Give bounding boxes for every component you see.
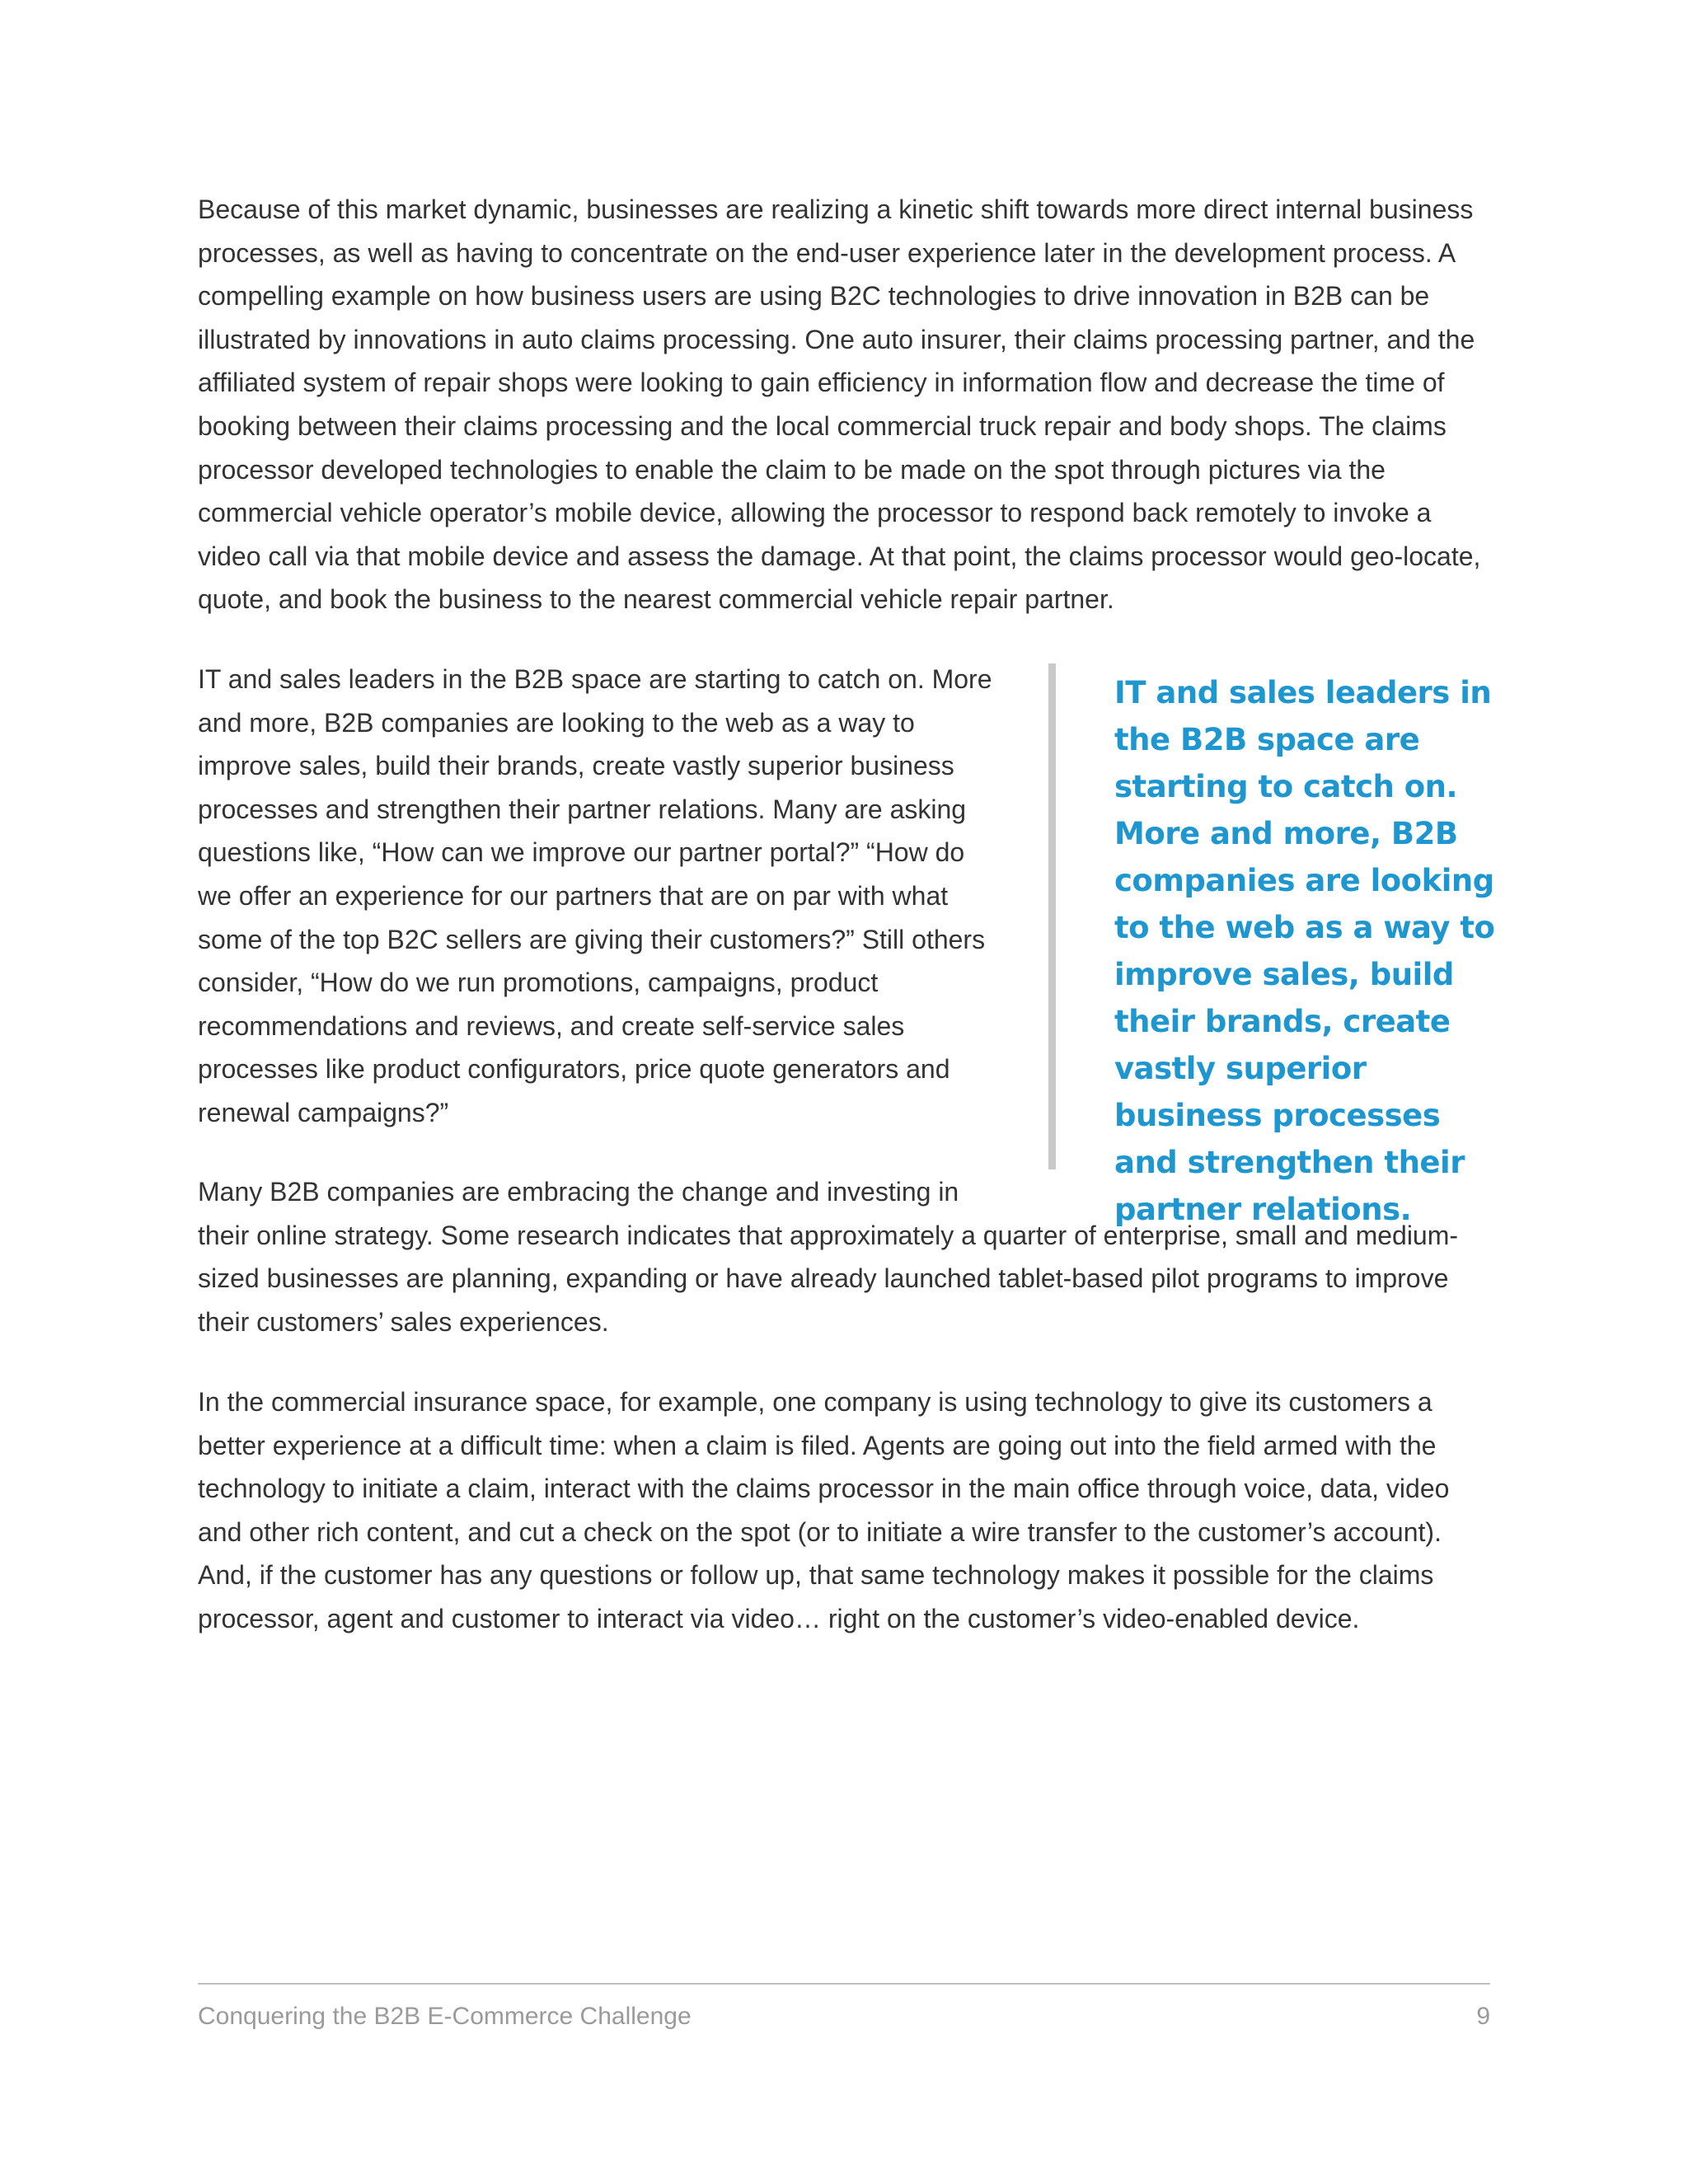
- body-paragraph-market-dynamic: Because of this market dynamic, businesses are realizing a kinetic shift towards more direct internal business processes, as well as having to concentrate on the end-user experience later in the development process. A compelling example on how business users are using B2C technologies to drive innovation in B2B can be illustrated by innovations in auto claims processing. One auto insurer, their claims processing partner, and the affiliated system of repair shops were looking to gain efficiency in information flow and decrease the time of booking between their claims processing and the local commercial truck repair and body shops. The claims processor developed technologies to enable the claim to be made on the spot through pictures via the commercial vehicle operator’s mobile device, allowing the processor to respond back remotely to invoke a video call via that mobile device and assess the damage. At that point, the claims processor would geo-locate, quote, and book the business to the nearest commercial vehicle repair partner.: [198, 194, 1481, 615]
- pullquote-divider: [1048, 663, 1056, 1169]
- body-paragraph-commercial-insurance: In the commercial insurance space, for example, one company is using technology to give its customers a better experience at a difficult time: when a claim is filed. Agents are going out into the field armed with the technology to initiate a claim, interact with the claims processor in the main office through voice, data, video and other rich content, and cut a check on the spot (or to initiate a wire transfer to the customer’s account). And, if the customer has any questions or follow up, that same technology makes it possible for the claims processor, agent and customer to interact via video… right on the customer’s video-enabled device.: [198, 1387, 1450, 1633]
- body-paragraph-online-strategy: [198, 1170, 1500, 1343]
- pullquote: IT and sales leaders in the B2B space are starting to catch on. More and more, B2B companies are looking to the web as a way to improve sales, build their brands, create vastly superior business processes and strengthen their partner relations.: [1114, 675, 1495, 1227]
- footer-document-title: Conquering the B2B E-Commerce Challenge: [198, 2003, 692, 2030]
- body-paragraph-it-sales-leaders: IT and sales leaders in the B2B space are starting to catch on. More and more, B2B companies are looking to the web as a way to improve sales, build their brands, create vastly superior business processes and strengthen their partner relations. Many are asking questions like, “How can we improve our partner portal?” “How do we offer an experience for our partners that are on par with what some of the top B2C sellers are giving their customers?” Still others consider, “How do we run promotions, campaigns, product recommendations and reviews, and create self-service sales processes like product configurators, price quote generators and renewal campaigns?”: [198, 664, 992, 1127]
- body-paragraph-online-strategy-rest: their online strategy. Some research indicates that approximately a quarter of enterprise, small and medium-sized businesses are planning, expanding or have already launched tablet-based pilot programs to improve their customers’ sales experiences.: [198, 1220, 1459, 1337]
- footer-divider: [198, 1983, 1490, 1985]
- body-paragraph-online-strategy-first-line: Many B2B companies are embracing the change and investing in: [198, 1177, 959, 1207]
- footer-page-number: 9: [1476, 2003, 1490, 2030]
